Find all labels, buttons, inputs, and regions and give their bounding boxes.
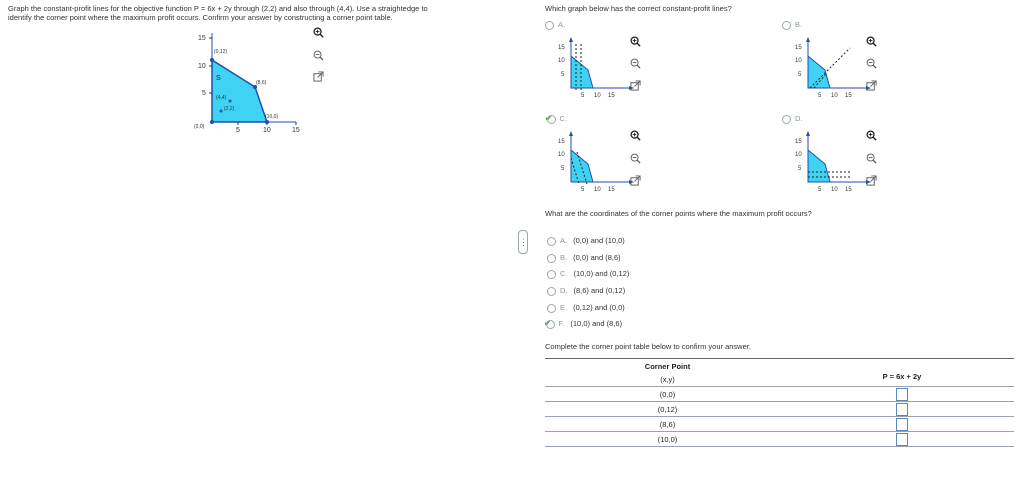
svg-text:15: 15 bbox=[558, 45, 565, 51]
radio-answer-a[interactable] bbox=[547, 237, 556, 246]
col1-header-line1: Corner Point bbox=[644, 361, 691, 371]
point-label-4-4: (4,4) bbox=[216, 95, 227, 101]
svg-text:10: 10 bbox=[594, 187, 601, 193]
svg-text:5: 5 bbox=[581, 93, 585, 99]
checkmark-icon: ✔ bbox=[545, 113, 553, 123]
svg-text:10: 10 bbox=[831, 93, 838, 99]
svg-text:5: 5 bbox=[798, 166, 802, 172]
mini-graph-a bbox=[555, 34, 635, 100]
radio-b[interactable] bbox=[782, 21, 791, 30]
radio-a[interactable] bbox=[545, 21, 554, 30]
radio-c[interactable] bbox=[547, 115, 556, 124]
svg-text:15: 15 bbox=[845, 187, 852, 193]
question-2: What are the coordinates of the corner points where the maximum profit occurs? bbox=[545, 209, 812, 218]
checkmark-icon: ✔ bbox=[544, 318, 552, 328]
zoom-out-icon[interactable] bbox=[313, 50, 324, 61]
zoom-out-icon[interactable] bbox=[630, 153, 641, 164]
profit-input-1[interactable] bbox=[896, 403, 908, 416]
svg-text:5: 5 bbox=[798, 72, 802, 78]
table-top-rule bbox=[545, 358, 1014, 359]
answer-option-d[interactable]: D. (8,6) and (0,12) bbox=[547, 286, 625, 296]
region-label: S bbox=[216, 75, 221, 82]
mini-graph-d bbox=[792, 128, 872, 194]
table-row: (0,12) bbox=[545, 402, 1014, 417]
point-label-8-6: (8,6) bbox=[256, 80, 267, 86]
zoom-in-icon[interactable] bbox=[866, 130, 877, 141]
radio-answer-e[interactable] bbox=[547, 304, 556, 313]
table-row: (0,0) bbox=[545, 387, 1014, 402]
instruction-line-1: Graph the constant-profit lines for the objective function P = 6x + 2y through (2,2) and also through (4,4). Use a straightedge to bbox=[8, 4, 428, 13]
svg-text:15: 15 bbox=[608, 93, 615, 99]
svg-text:15: 15 bbox=[845, 93, 852, 99]
graph-option-c[interactable]: ✔ C. bbox=[545, 113, 568, 123]
radio-d[interactable] bbox=[782, 115, 791, 124]
question-3: Complete the corner point table below to confirm your answer. bbox=[545, 342, 751, 351]
graph-option-d[interactable]: D. bbox=[782, 114, 809, 124]
svg-text:10: 10 bbox=[795, 152, 802, 158]
profit-input-0[interactable] bbox=[896, 388, 908, 401]
svg-text:10: 10 bbox=[558, 152, 565, 158]
svg-text:5: 5 bbox=[561, 166, 565, 172]
graph-option-b[interactable]: B. bbox=[782, 20, 808, 30]
external-link-icon[interactable] bbox=[630, 175, 641, 186]
external-link-icon[interactable] bbox=[866, 175, 877, 186]
external-link-icon[interactable] bbox=[630, 80, 641, 91]
zoom-in-icon[interactable] bbox=[630, 130, 641, 141]
svg-text:15: 15 bbox=[608, 187, 615, 193]
y-tick-5: 5 bbox=[202, 90, 206, 97]
x-tick-15: 15 bbox=[292, 127, 300, 134]
answer-option-b[interactable]: B. (0,0) and (8,6) bbox=[547, 253, 621, 263]
svg-text:15: 15 bbox=[795, 45, 802, 51]
instruction-line-2: identify the corner point where the maximum profit occurs. Confirm your answer by constructing a corner point table. bbox=[8, 13, 393, 22]
x-tick-5: 5 bbox=[236, 127, 240, 134]
radio-answer-c[interactable] bbox=[547, 270, 556, 279]
point-label-10-0: (10,0) bbox=[265, 114, 279, 120]
answer-option-f[interactable]: ✔ F. (10,0) and (8,6) bbox=[544, 318, 623, 328]
point-label-0-12: (0,12) bbox=[214, 49, 228, 55]
radio-answer-d[interactable] bbox=[547, 287, 556, 296]
zoom-out-icon[interactable] bbox=[866, 58, 877, 69]
col2-header: P = 6x + 2y bbox=[790, 360, 1014, 387]
collapse-handle[interactable]: ⋮ bbox=[518, 230, 528, 254]
question-1: Which graph below has the correct constant-profit lines? bbox=[545, 4, 732, 13]
answer-option-c[interactable]: C. (10,0) and (0,12) bbox=[547, 269, 629, 279]
zoom-in-icon[interactable] bbox=[630, 36, 641, 47]
zoom-in-icon[interactable] bbox=[866, 36, 877, 47]
y-tick-15: 15 bbox=[198, 35, 206, 42]
external-link-icon[interactable] bbox=[313, 71, 324, 82]
mini-graph-b bbox=[792, 34, 872, 100]
x-tick-10: 10 bbox=[263, 127, 271, 134]
corner-point-table bbox=[545, 360, 1014, 447]
svg-text:5: 5 bbox=[561, 72, 565, 78]
external-link-icon[interactable] bbox=[866, 80, 877, 91]
col1-header-line2: (x,y) bbox=[545, 373, 790, 387]
svg-text:5: 5 bbox=[818, 187, 822, 193]
zoom-out-icon[interactable] bbox=[630, 58, 641, 69]
svg-text:5: 5 bbox=[581, 187, 585, 193]
table-row: (10,0) bbox=[545, 432, 1014, 447]
profit-input-2[interactable] bbox=[896, 418, 908, 431]
point-label-2-2: (2,2) bbox=[224, 106, 235, 112]
feasible-region bbox=[212, 60, 267, 122]
zoom-in-icon[interactable] bbox=[313, 27, 324, 38]
answer-option-a[interactable]: A. (0,0) and (10,0) bbox=[547, 236, 625, 246]
mini-graph-c bbox=[555, 128, 635, 194]
origin-label: (0,0) bbox=[194, 124, 205, 130]
svg-text:10: 10 bbox=[558, 58, 565, 64]
graph-option-a[interactable]: A. bbox=[545, 20, 571, 30]
svg-text:15: 15 bbox=[558, 139, 565, 145]
y-tick-10: 10 bbox=[198, 63, 206, 70]
zoom-out-icon[interactable] bbox=[866, 153, 877, 164]
svg-text:10: 10 bbox=[795, 58, 802, 64]
radio-answer-b[interactable] bbox=[547, 254, 556, 263]
table-row: (8,6) bbox=[545, 417, 1014, 432]
svg-text:15: 15 bbox=[795, 139, 802, 145]
svg-text:10: 10 bbox=[594, 93, 601, 99]
main-graph bbox=[192, 28, 312, 136]
radio-answer-f[interactable] bbox=[546, 320, 555, 329]
answer-option-e[interactable]: E. (0,12) and (0,0) bbox=[547, 303, 625, 313]
svg-text:10: 10 bbox=[831, 187, 838, 193]
profit-input-3[interactable] bbox=[896, 433, 908, 446]
svg-text:5: 5 bbox=[818, 93, 822, 99]
